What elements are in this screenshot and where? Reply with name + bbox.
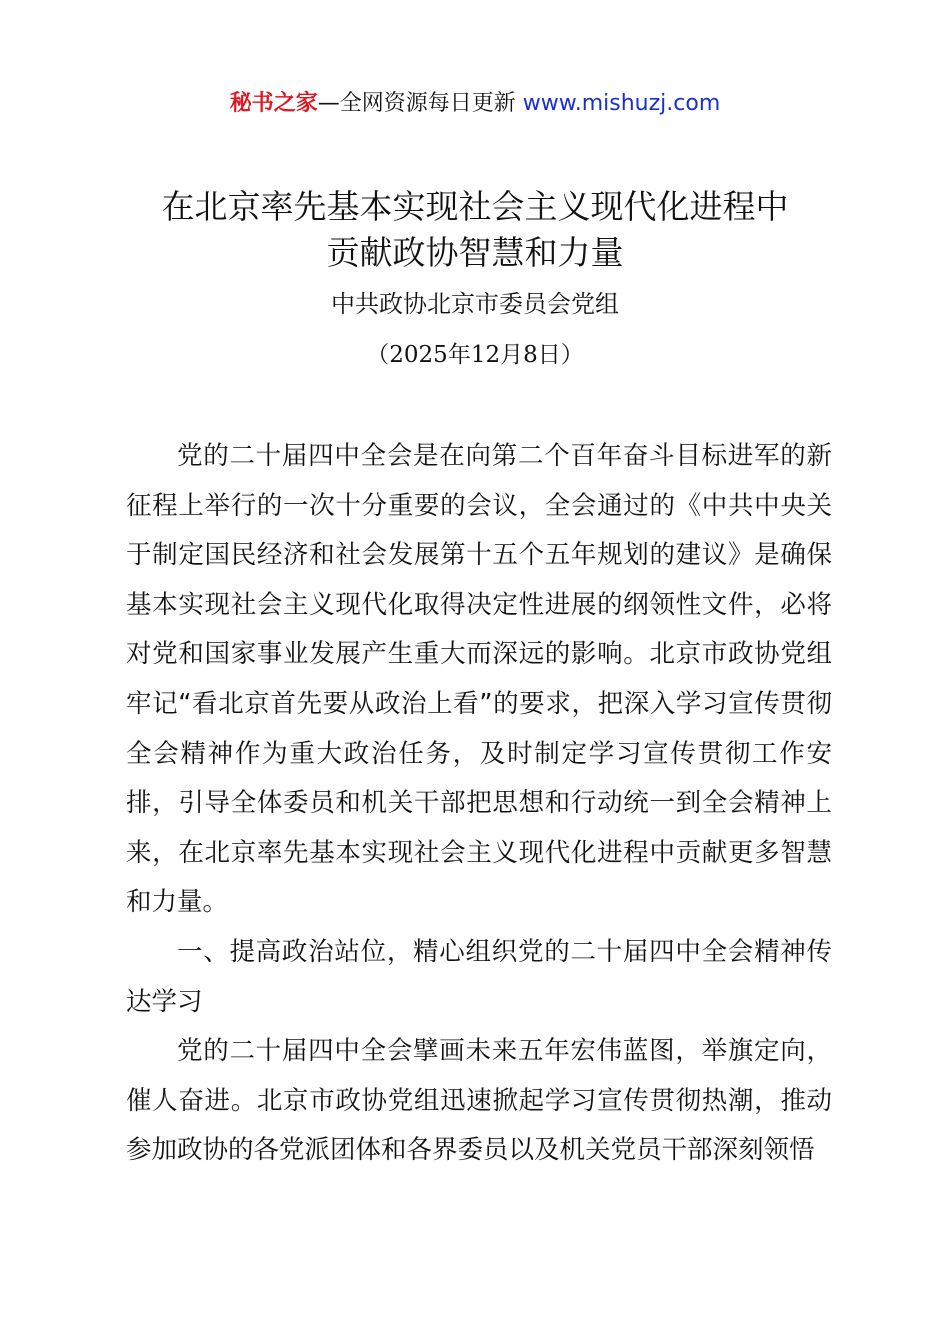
document-title	[60, 184, 890, 276]
document-date: （2025年12月8日）	[366, 342, 584, 368]
document-author: 中共政协北京市委员会党组	[331, 290, 619, 318]
section-heading-1: 一、提高政治站位，精心组织党的二十届四中全会精神传达学习	[126, 936, 832, 1017]
site-watermark-header	[0, 88, 950, 120]
body-paragraph-1: 党的二十届四中全会是在向第二个百年奋斗目标进军的新征程上举行的一次十分重要的会议，全会通过的《中共中央关于制定国民经济和社会发展第十五个五年规划的建议》是确保基本实现社会主义现代化取得决定性进展的纲领性文件，必将对党和国家事业发展产生重大而深远的影响。北京市政协党组牢记“看北京首先要从政治上看”的要求，把深入学习宣传贯彻全会精神作为重大政治任务，及时制定学习宣传贯彻工作安排，引导全体委员和机关干部把思想和行动统一到全会精神上来，在北京率先基本实现社会主义现代化进程中贡献更多智慧和力量。	[126, 441, 832, 918]
site-tagline: —全网资源每日更新	[317, 91, 523, 116]
document-body	[126, 432, 832, 1176]
body-paragraph-2: 党的二十届四中全会擘画未来五年宏伟蓝图，举旗定向，催人奋进。北京市政协党组迅速掀起学习宣传贯彻热潮，推动参加政协的各党派团体和各界委员以及机关党员干部深刻领悟	[126, 1036, 832, 1166]
site-url-link[interactable]: www.mishuzj.com	[522, 91, 721, 116]
site-brand: 秘书之家	[229, 91, 318, 116]
document-title-line-2: 贡献政协智慧和力量	[326, 233, 624, 272]
document-title-line-1: 在北京率先基本实现社会主义现代化进程中	[161, 187, 789, 226]
